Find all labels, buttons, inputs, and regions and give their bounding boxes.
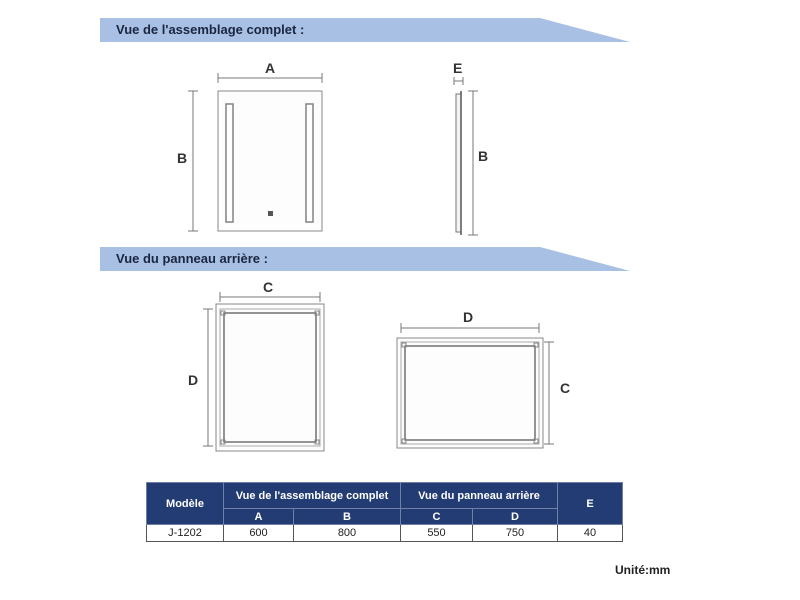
cell-model: J-1202 [147,525,224,542]
dim-label-d-landscape: D [463,309,474,325]
dim-label-a-front: A [265,60,276,76]
cell-c: 550 [401,525,473,542]
header-c: C [401,509,473,525]
cell-a: 600 [224,525,294,542]
back-panel-portrait [203,292,324,451]
cell-e: 40 [558,525,623,542]
dimension-table [146,482,623,542]
header-d: D [473,509,558,525]
front-view-mirror [188,73,322,231]
table-row [147,525,623,542]
led-strip-left [226,104,233,222]
header-a: A [224,509,294,525]
header-back-panel: Vue du panneau arrière [401,483,558,509]
back-panel-landscape [397,323,554,448]
touch-switch-icon [268,211,273,216]
cell-b: 800 [294,525,401,542]
dim-label-e-side: E [453,60,463,76]
side-view-mirror [454,77,478,235]
dim-label-b-side: B [478,148,489,164]
dim-label-b-front: B [177,150,188,166]
back-panel-section-title: Vue du panneau arrière : [116,251,268,266]
dim-label-d-portrait: D [188,372,199,388]
header-model: Modèle [147,483,224,525]
dim-label-c-portrait: C [263,279,274,295]
dim-label-c-landscape: C [560,380,571,396]
assembly-section-title: Vue de l'assemblage complet : [116,22,305,37]
cell-d: 750 [473,525,558,542]
led-strip-right [306,104,313,222]
header-assembly: Vue de l'assemblage complet [224,483,401,509]
header-e: E [558,483,623,525]
unit-label: Unité:mm [615,563,671,577]
header-b: B [294,509,401,525]
